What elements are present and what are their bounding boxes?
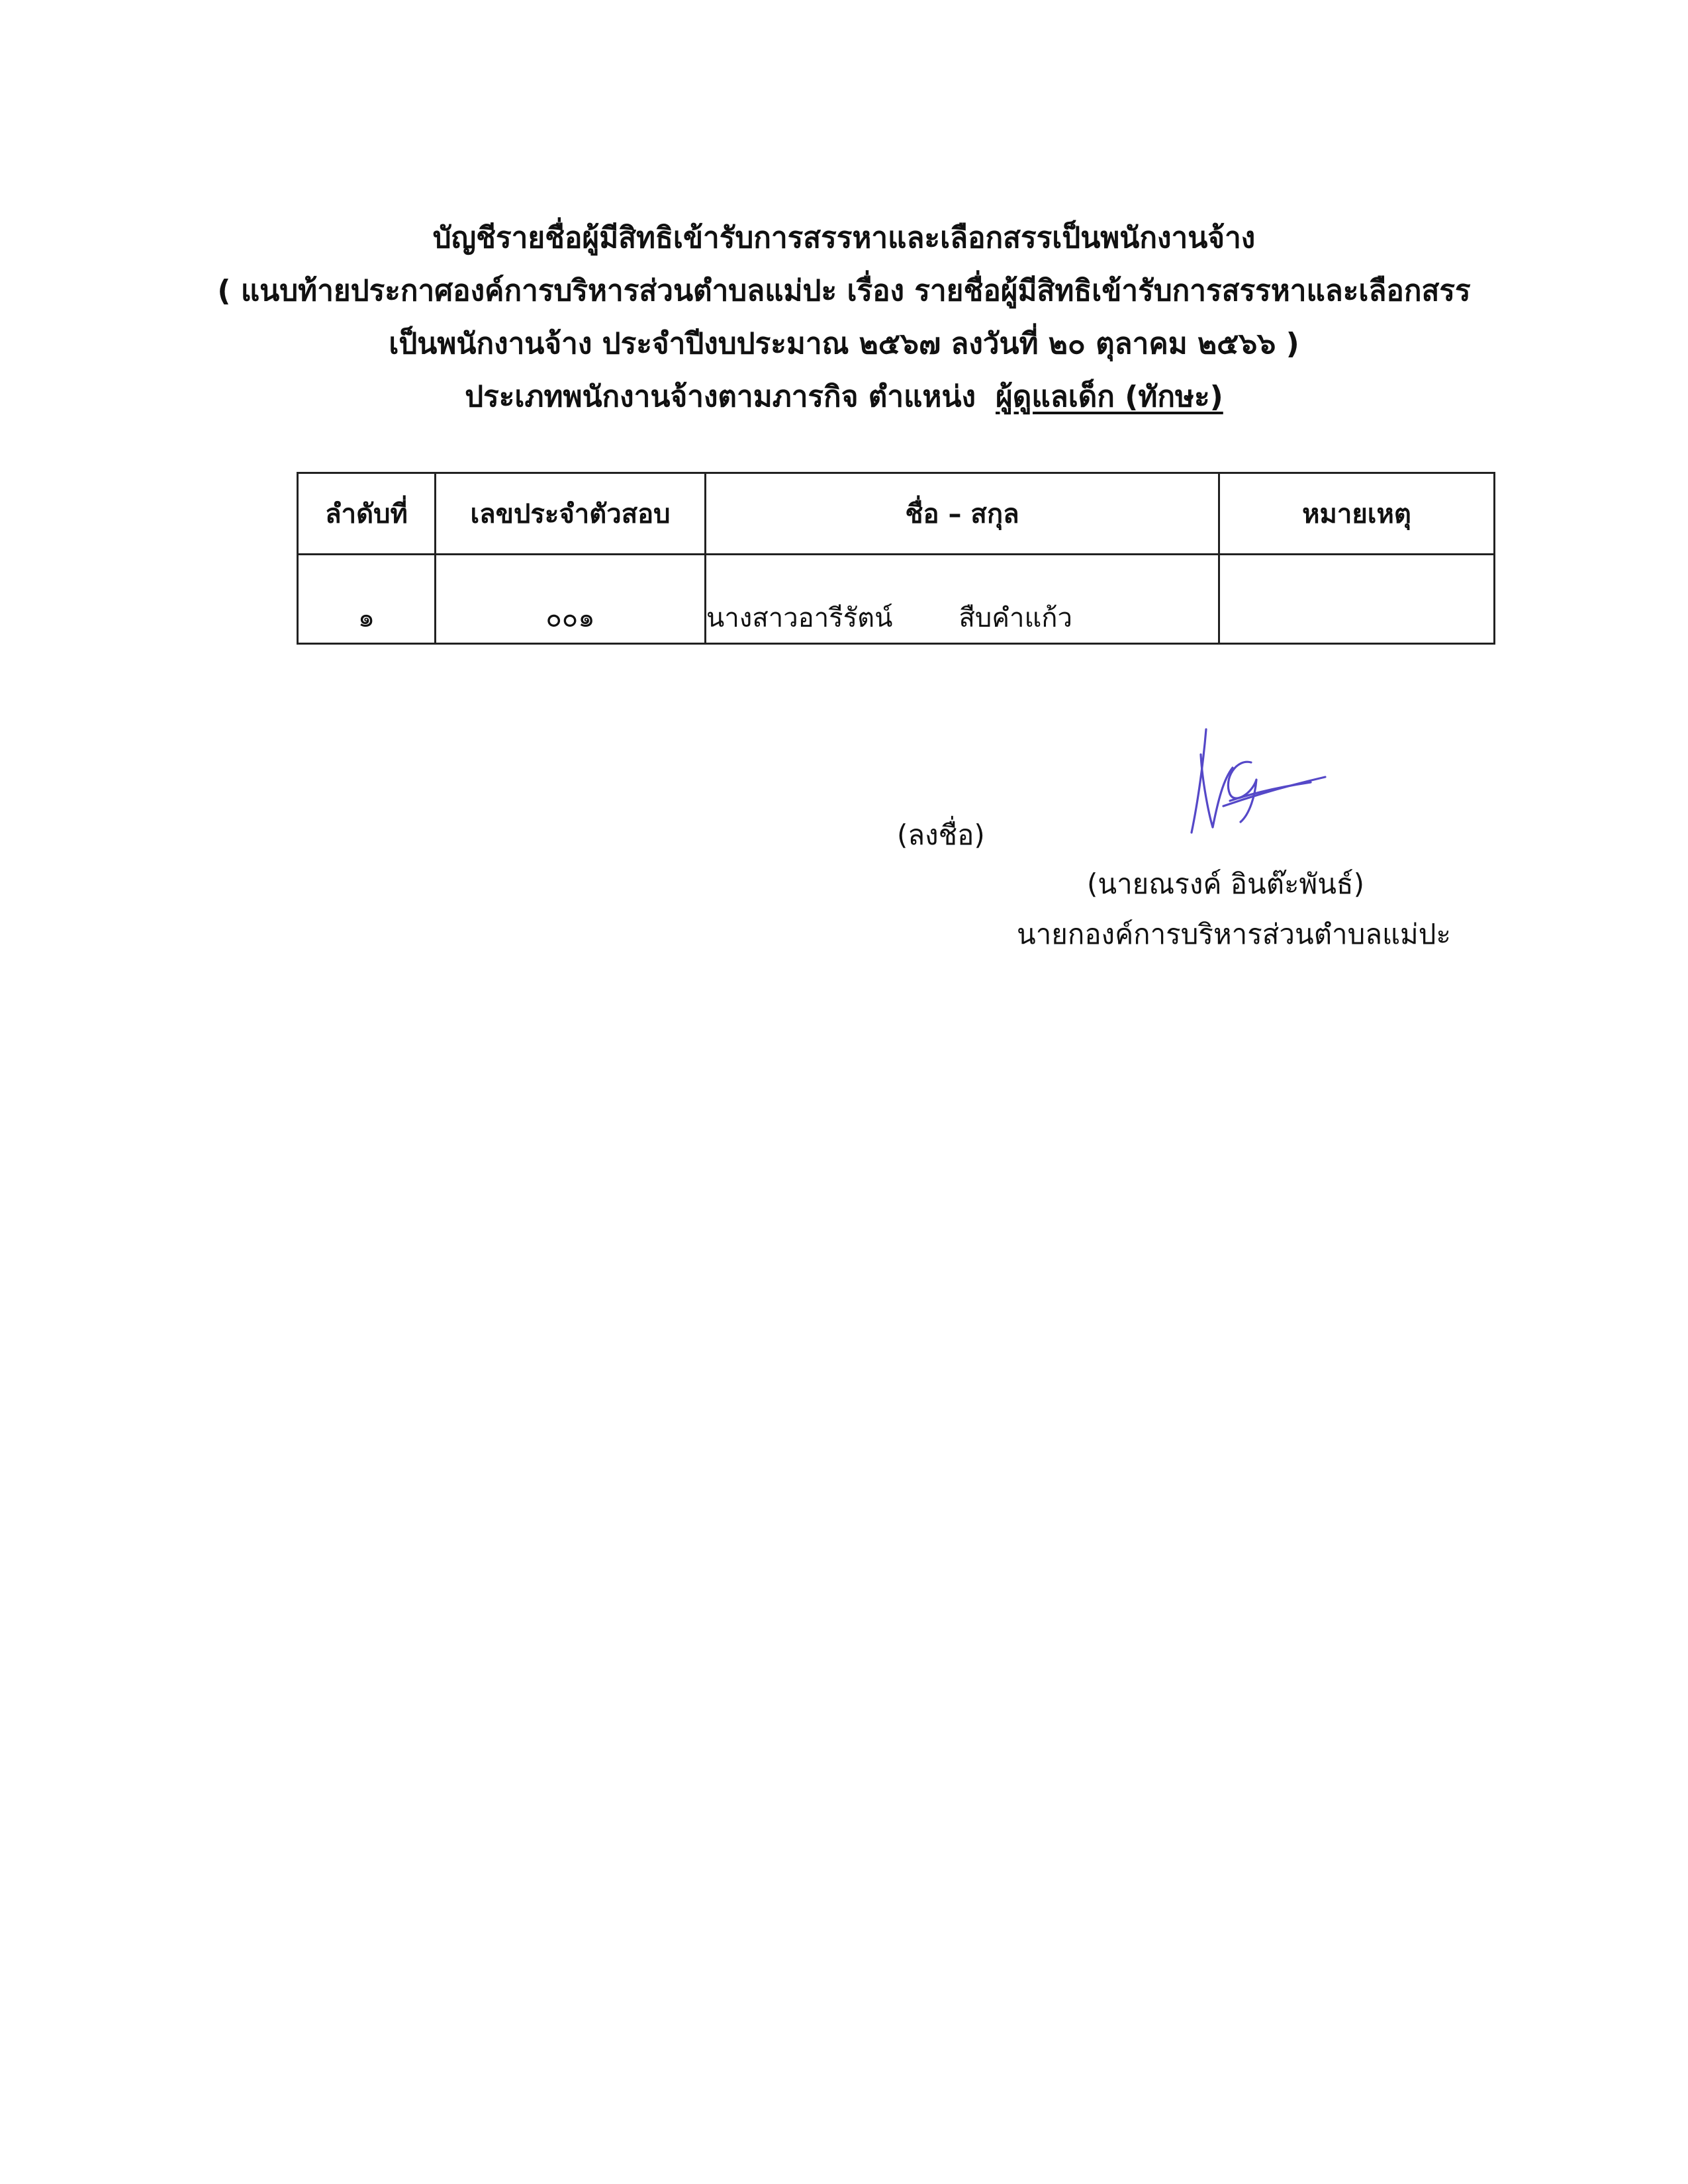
column-header-full-name: ชื่อ – สกุล: [706, 473, 1219, 555]
table-header-row: [298, 473, 1495, 555]
signer-title: นายกองค์การบริหารส่วนตำบลแม่ปะ: [1017, 918, 1451, 950]
column-header-order: ลำดับที่: [298, 473, 436, 555]
position-heading: [0, 377, 1688, 417]
position-name: ผู้ดูแลเด็ก (ทักษะ): [996, 380, 1223, 414]
position-type-label: ประเภทพนักงานจ้างตามภารกิจ ตำแหน่ง: [465, 380, 976, 414]
cell-exam-id: ๐๐๑: [436, 555, 706, 644]
document-subtitle-line-1: ( แนบท้ายประกาศองค์การบริหารส่วนตำบลแม่ปะ เรื่อง รายชื่อผู้มีสิทธิเข้ารับการสรรหาและเลือกสรร: [217, 274, 1471, 308]
column-header-exam-id: เลขประจำตัวสอบ: [436, 473, 706, 555]
cell-remark: [1219, 555, 1495, 644]
document-subtitle-line-2: เป็นพนักงานจ้าง ประจำปีงบประมาณ ๒๕๖๗ ลงวันที่ ๒๐ ตุลาคม ๒๕๖๖ ): [389, 327, 1299, 361]
signer-name: (นายณรงค์ อินต๊ะพันธ์): [1087, 868, 1364, 900]
column-header-remark: หมายเหตุ: [1219, 473, 1495, 555]
handwritten-signature: [1172, 721, 1331, 854]
last-name: สืบคำแก้ว: [959, 603, 1072, 633]
candidate-table: [297, 472, 1495, 645]
document-title: บัญชีรายชื่อผู้มีสิทธิเข้ารับการสรรหาและเลือกสรรเป็นพนักงานจ้าง: [432, 221, 1256, 255]
sign-label: (ลงชื่อ): [897, 819, 985, 851]
table-row: [298, 555, 1495, 644]
cell-full-name: [706, 555, 1219, 644]
first-name: นางสาวอารีรัตน์: [706, 603, 893, 633]
cell-order: ๑: [298, 555, 436, 644]
